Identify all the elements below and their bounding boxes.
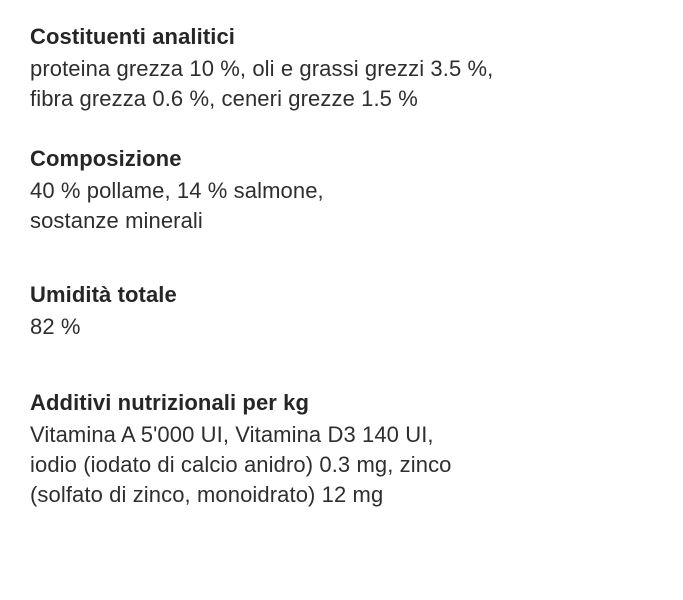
section-line: proteina grezza 10 %, oli e grassi grezzi 3.5 %, (30, 56, 494, 81)
section-heading: Composizione (30, 146, 182, 171)
section-heading: Additivi nutrizionali per kg (30, 390, 310, 415)
section-line: 40 % pollame, 14 % salmone, (30, 178, 324, 203)
section-line: 82 % (30, 314, 81, 339)
section-costituenti-analitici (30, 22, 653, 114)
section-line: fibra grezza 0.6 %, ceneri grezze 1.5 % (30, 86, 418, 111)
section-line: Vitamina A 5'000 UI, Vitamina D3 140 UI, (30, 422, 434, 447)
section-composizione (30, 144, 653, 236)
section-heading: Costituenti analitici (30, 24, 236, 49)
section-line: iodio (iodato di calcio anidro) 0.3 mg, zinco (30, 452, 452, 477)
section-line: sostanze minerali (30, 208, 203, 233)
section-line: (solfato di zinco, monoidrato) 12 mg (30, 482, 384, 507)
section-umidita-totale (30, 280, 653, 342)
section-additivi-nutrizionali (30, 388, 653, 510)
section-heading: Umidità totale (30, 282, 177, 307)
